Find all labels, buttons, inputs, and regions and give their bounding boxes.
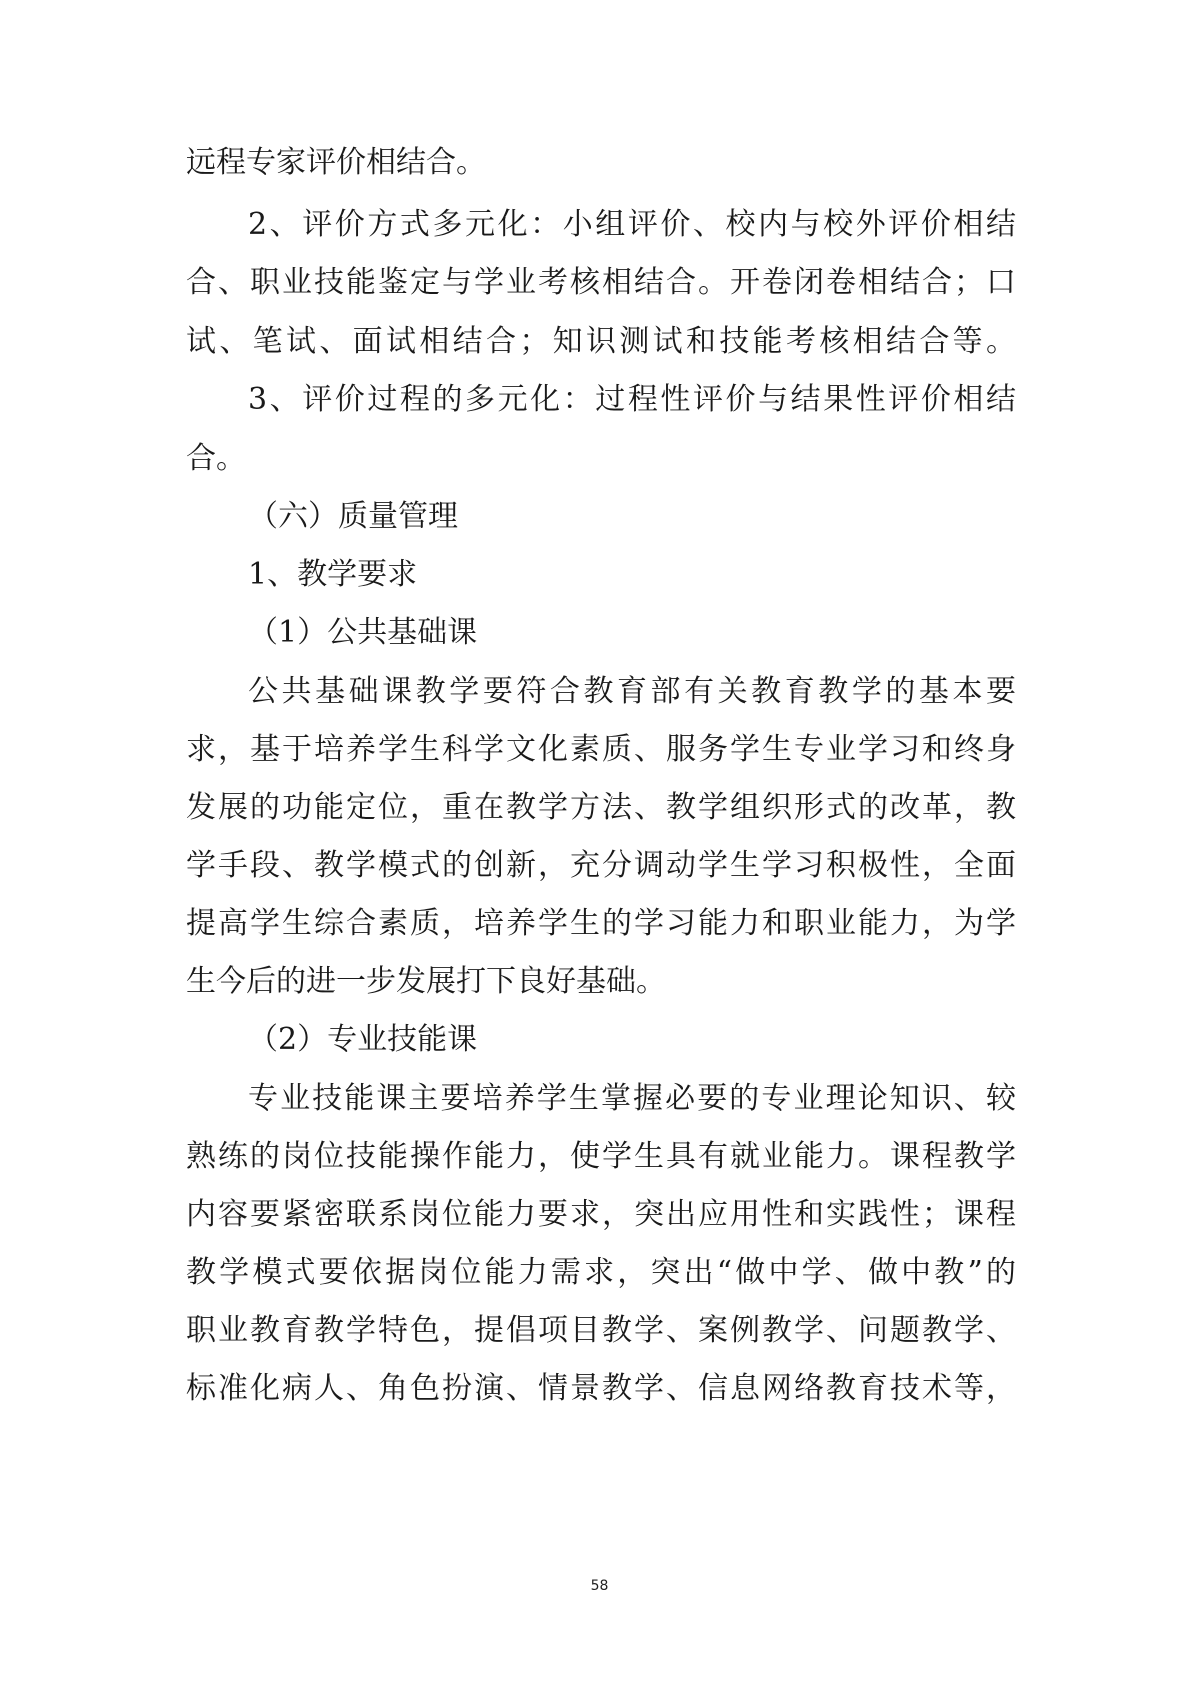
paragraph-line: 生今后的进一步发展打下良好基础。 — [186, 964, 666, 999]
paragraph-line: 熟练的岗位技能操作能力，使学生具有就业能力。课程教学 — [186, 1139, 1016, 1174]
paragraph-line: 提高学生综合素质，培养学生的学习能力和职业能力，为学 — [186, 906, 1016, 941]
paragraph-line: 专业技能课主要培养学生掌握必要的专业理论知识、较 — [248, 1081, 1016, 1116]
paragraph-line: 标准化病人、角色扮演、情景教学、信息网络教育技术等， — [186, 1371, 1016, 1406]
paragraph-line: 发展的功能定位，重在教学方法、教学组织形式的改革，教 — [186, 790, 1016, 825]
paragraph-line: 合。 — [186, 441, 246, 476]
paragraph-line: 公共基础课教学要符合教育部有关教育教学的基本要 — [248, 674, 1016, 709]
paragraph-line: 教学模式要依据岗位能力需求，突出“做中学、做中教”的 — [186, 1255, 1016, 1290]
subsection-heading: （1）公共基础课 — [248, 615, 478, 650]
paragraph-line: 远程专家评价相结合。 — [186, 145, 486, 180]
subsection-heading: 1、教学要求 — [248, 557, 418, 592]
page-number: 58 — [590, 1578, 609, 1594]
paragraph-line: 合、职业技能鉴定与学业考核相结合。开卷闭卷相结合；口 — [186, 265, 1016, 300]
paragraph-line: 学手段、教学模式的创新，充分调动学生学习积极性，全面 — [186, 848, 1016, 883]
section-heading: （六）质量管理 — [248, 499, 458, 534]
paragraph-line: 试、笔试、面试相结合；知识测试和技能考核相结合等。 — [186, 324, 1016, 359]
paragraph-line: 2、评价方式多元化：小组评价、校内与校外评价相结 — [248, 207, 1016, 242]
paragraph-line: 职业教育教学特色，提倡项目教学、案例教学、问题教学、 — [186, 1313, 1016, 1348]
subsection-heading: （2）专业技能课 — [248, 1022, 478, 1057]
paragraph-line: 内容要紧密联系岗位能力要求，突出应用性和实践性；课程 — [186, 1197, 1016, 1232]
paragraph-line: 3、评价过程的多元化：过程性评价与结果性评价相结 — [248, 382, 1016, 417]
paragraph-line: 求，基于培养学生科学文化素质、服务学生专业学习和终身 — [186, 732, 1016, 767]
